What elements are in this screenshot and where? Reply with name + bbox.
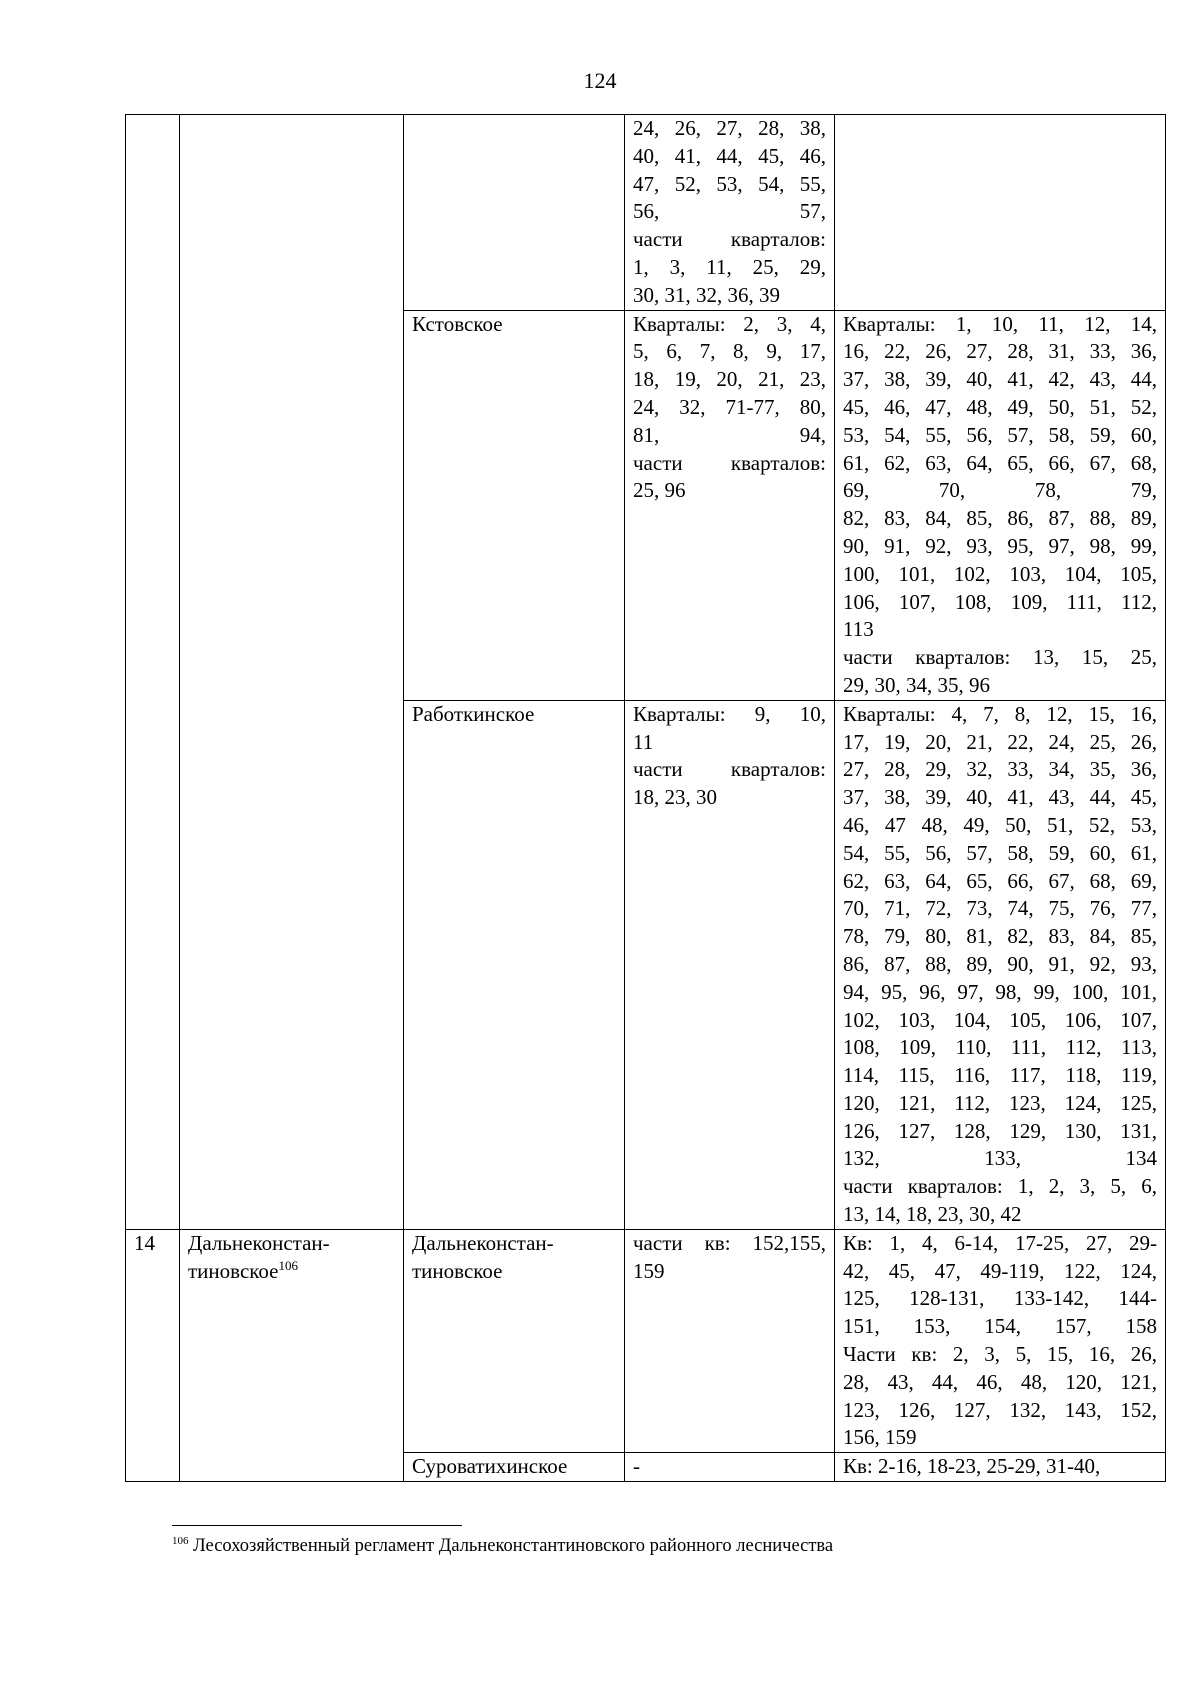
cell-line: 18, 23, 30 [633,785,717,810]
cell-line: 94, 95, 96, 97, 98, 99, 100, 101, [843,979,1157,1004]
quarters-detail-cell [835,310,1166,700]
cell-line: Кварталы: 9, 10, [633,701,826,726]
cell-line: 24, 26, 27, 28, 38, [633,116,826,140]
cell-line: - [633,1454,640,1479]
cell-line: Кварталы: 2, 3, 4, [633,311,826,336]
cell-line: 18, 19, 20, 21, 23, [633,367,826,392]
cell-line: 37, 38, 39, 40, 41, 42, 43, 44, [843,367,1157,392]
cell-line: 69, 70, 78, 79, [843,478,1157,503]
quarters-detail-cell [835,1229,1166,1452]
cell-line: 82, 83, 84, 85, 86, 87, 88, 89, [843,506,1157,531]
cell-line: 13, 14, 18, 23, 30, 42 [843,1202,1022,1227]
cell-line: 46, 47 48, 49, 50, 51, 52, 53, [843,812,1157,837]
table-row [126,115,1166,311]
cell-line: части кварталов: [633,450,826,475]
cell-line: 78, 79, 80, 81, 82, 83, 84, 85, [843,924,1157,949]
district-cell [180,115,404,1230]
district-line: Дальнеконстан- [188,1230,330,1255]
cell-line: 102, 103, 104, 105, 106, 107, [843,1007,1157,1032]
cell-line: Кварталы: 4, 7, 8, 12, 15, 16, [843,701,1157,726]
quarters-cell [625,115,835,311]
number-cell: 14 [126,1229,180,1481]
cell-line: 61, 62, 63, 64, 65, 66, 67, 68, [843,450,1157,475]
cell-line: 108, 109, 110, 111, 112, 113, [843,1035,1157,1060]
cell-line: части кварталов: 1, 2, 3, 5, 6, [843,1174,1157,1199]
cell-line: 81, 94, [633,422,826,447]
cell-line: 151, 153, 154, 157, 158 [843,1314,1157,1339]
cell-line: Дальнеконстан- [412,1230,554,1255]
cell-line: 132, 133, 134 [843,1146,1157,1171]
cell-line: части кв: 152,155, [633,1230,826,1255]
cell-line: части кварталов: [633,757,826,782]
quarters-detail-cell [835,700,1166,1229]
cell-line: 1, 3, 11, 25, 29, [633,254,826,279]
cell-line: 40, 41, 44, 45, 46, [633,143,826,168]
footnote [172,1534,833,1558]
cell-line: 114, 115, 116, 117, 118, 119, [843,1063,1157,1088]
cell-line: 113 [843,617,874,642]
footnote-divider [172,1525,462,1526]
forestry-part-cell: Суроватихинское [404,1453,625,1482]
cell-line: Кв: 2-16, 18-23, 25-29, 31-40, [843,1454,1101,1479]
forestry-part-cell [404,115,625,311]
cell-line: 53, 54, 55, 56, 57, 58, 59, 60, [843,422,1157,447]
cell-line: 16, 22, 26, 27, 28, 31, 33, 36, [843,339,1157,364]
cell-line: 156, 159 [843,1425,917,1450]
cell-line: 56, 57, [633,199,826,224]
cell-line: 11 [633,729,654,754]
quarters-cell [625,1229,835,1452]
cell-line: 37, 38, 39, 40, 41, 43, 44, 45, [843,785,1157,810]
table-row [126,1229,1166,1452]
quarters-cell [625,1453,835,1482]
cell-line: 125, 128-131, 133-142, 144- [843,1286,1157,1311]
cell-line: 24, 32, 71-77, 80, [633,394,826,419]
cell-line: 42, 45, 47, 49-119, 122, 124, [843,1258,1157,1283]
cell-line: 100, 101, 102, 103, 104, 105, [843,561,1157,586]
cell-line: 5, 6, 7, 8, 9, 17, [633,339,826,364]
forestry-part-cell: Работкинское [404,700,625,1229]
cell-line: 27, 28, 29, 32, 33, 34, 35, 36, [843,757,1157,782]
footnote-ref: 106 [278,1257,298,1273]
cell-line: Кварталы: 1, 10, 11, 12, 14, [843,311,1157,336]
cell-line: 17, 19, 20, 21, 22, 24, 25, 26, [843,729,1157,754]
district-cell [180,1229,404,1481]
cell-line: 54, 55, 56, 57, 58, 59, 60, 61, [843,840,1157,865]
cell-line: 126, 127, 128, 129, 130, 131, [843,1118,1157,1143]
footnote-marker: 106 [172,1534,189,1547]
cell-line: Части кв: 2, 3, 5, 15, 16, 26, [843,1342,1157,1367]
district-line: тиновское [188,1258,279,1283]
footnote-text: Лесохозяйственный регламент Дальнеконстантиновского районного лесничества [193,1536,834,1556]
cell-line: 29, 30, 34, 35, 96 [843,672,990,697]
cell-line: 123, 126, 127, 132, 143, 152, [843,1397,1157,1422]
cell-line: 25, 96 [633,478,686,503]
cell-line: 70, 71, 72, 73, 74, 75, 76, 77, [843,896,1157,921]
page-number: 124 [583,68,617,93]
cell-line: тиновское [412,1258,503,1283]
cell-line: 159 [633,1258,665,1283]
cell-line: 86, 87, 88, 89, 90, 91, 92, 93, [843,951,1157,976]
forestry-part-cell: Кстовское [404,310,625,700]
cell-line: 62, 63, 64, 65, 66, 67, 68, 69, [843,868,1157,893]
cell-line: 45, 46, 47, 48, 49, 50, 51, 52, [843,394,1157,419]
cell-line: Кв: 1, 4, 6-14, 17-25, 27, 29- [843,1230,1157,1255]
cell-line: 120, 121, 112, 123, 124, 125, [843,1090,1157,1115]
cell-line: 106, 107, 108, 109, 111, 112, [843,589,1157,614]
cell-line: 30, 31, 32, 36, 39 [633,282,780,307]
cell-line: 90, 91, 92, 93, 95, 97, 98, 99, [843,533,1157,558]
quarters-detail-cell [835,115,1166,311]
forestry-part-cell [404,1229,625,1452]
quarters-cell [625,700,835,1229]
quarters-detail-cell [835,1453,1166,1482]
cell-line: части кварталов: 13, 15, 25, [843,645,1157,670]
cell-line: части кварталов: [633,227,826,252]
quarters-cell [625,310,835,700]
forestry-table [125,114,1166,1482]
number-cell [126,115,180,1230]
cell-line: 47, 52, 53, 54, 55, [633,171,826,196]
cell-line: 28, 43, 44, 46, 48, 120, 121, [843,1369,1157,1394]
